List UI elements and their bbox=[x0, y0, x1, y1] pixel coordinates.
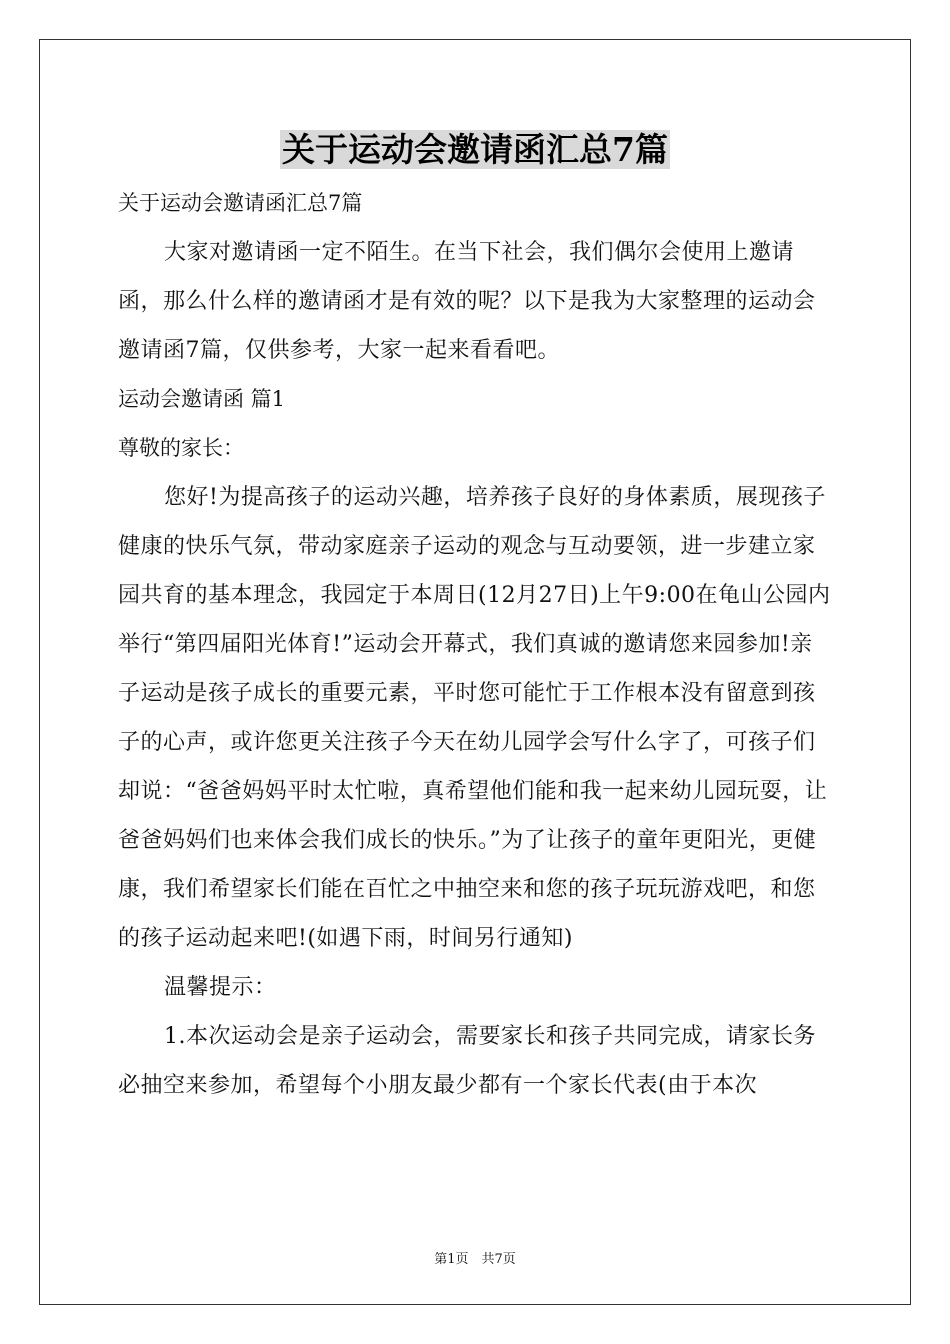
section-heading: 运动会邀请函 篇1 bbox=[118, 387, 286, 411]
document-subtitle: 关于运动会邀请函汇总7篇 bbox=[118, 191, 363, 215]
intro-paragraph: 大家对邀请函一定不陌生。在当下社会，我们偶尔会使用上邀请函，那么什么样的邀请函才是有效的呢？以下是我为大家整理的运动会邀请函7篇，仅供参考，大家一起来看看吧。 bbox=[118, 240, 816, 363]
invitation-body: 您好!为提高孩子的运动兴趣，培养孩子良好的身体素质，展现孩子健康的快乐气氛，带动家庭亲子运动的观念与互动要领，进一步建立家园共育的基本理念，我园定于本周日(12月27日)上午9:00在龟山公园内举行“第四届阳光体育!”运动会开幕式，我们真诚的邀请您来园参加!亲子运动是孩子成长的重要元素，平时您可能忙于工作根本没有留意到孩子的心声，或许您更关注孩子今天在幼儿园学会写什么字了，可孩子们却说：“爸爸妈妈平时太忙啦，真希望他们能和我一起来幼儿园玩耍，让爸爸妈妈们也来体会我们成长的快乐。”为了让孩子的童年更阳光，更健康，我们希望家长们能在百忙之中抽空来和您的孩子玩玩游戏吧，和您的孩子运动起来吧!(如遇下雨，时间另行通知) bbox=[118, 485, 831, 951]
page-number: 第1页 共7页 bbox=[434, 1252, 516, 1267]
salutation: 尊敬的家长： bbox=[118, 436, 244, 460]
document-title: 关于运动会邀请函汇总7篇 bbox=[282, 130, 668, 169]
tips-heading: 温馨提示： bbox=[164, 975, 277, 1000]
document-body bbox=[118, 179, 834, 1110]
tip-item-1: 1.本次运动会是亲子运动会，需要家长和孩子共同完成，请家长务必抽空来参加，希望每个小朋友最少都有一个家长代表(由于本次 bbox=[118, 1024, 816, 1098]
